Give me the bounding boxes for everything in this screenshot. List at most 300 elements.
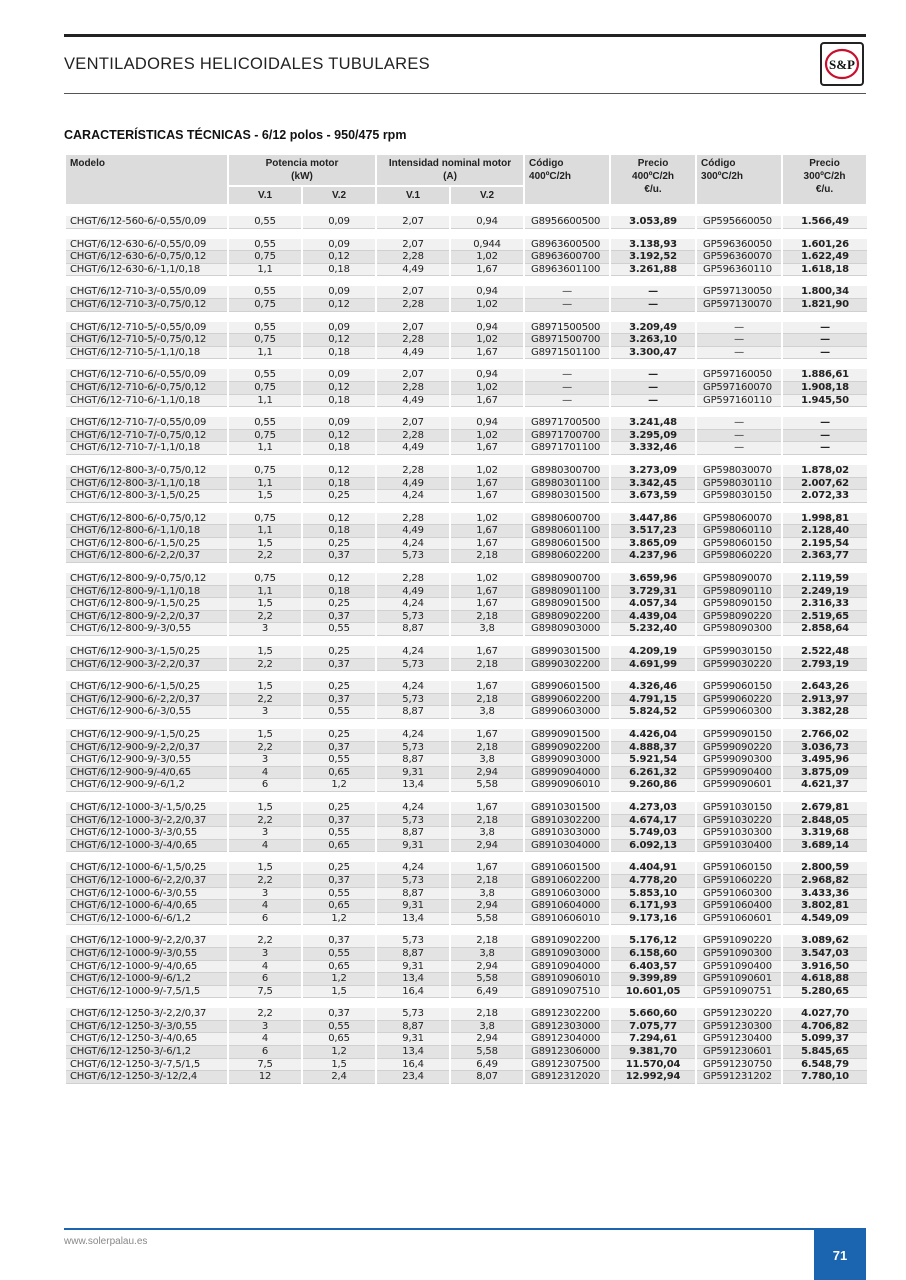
intensidad-v1-cell: 2,28 xyxy=(376,334,450,347)
intensidad-v2-cell: 2,18 xyxy=(450,550,524,563)
table-row xyxy=(65,429,867,442)
table-row xyxy=(65,912,867,925)
potencia-v1-cell: 2,2 xyxy=(228,693,302,706)
codigo300-cell: GP591030400 xyxy=(696,839,782,852)
codigo400-cell: G8980902200 xyxy=(524,610,610,623)
potencia-v1-cell: 6 xyxy=(228,779,302,792)
potencia-v2-cell: 0,09 xyxy=(302,417,376,429)
precio400-cell: 6.403,57 xyxy=(610,960,696,973)
potencia-v1-cell: 1,1 xyxy=(228,442,302,455)
potencia-v2-cell: 0,09 xyxy=(302,369,376,381)
intensidad-v1-cell: 4,49 xyxy=(376,346,450,359)
group-spacer-cell xyxy=(65,791,867,802)
model-cell: CHGT/6/12-710-7/-0,55/0,09 xyxy=(65,417,228,429)
intensidad-v2-cell: 1,67 xyxy=(450,802,524,814)
codigo300-cell: — xyxy=(696,442,782,455)
intensidad-v2-cell: 1,02 xyxy=(450,429,524,442)
model-cell: CHGT/6/12-710-6/-0,75/0,12 xyxy=(65,381,228,394)
precio300-cell: 3.036,73 xyxy=(782,741,867,754)
precio400-cell: 5.232,40 xyxy=(610,623,696,636)
codigo300-cell: GP599090601 xyxy=(696,779,782,792)
model-cell: CHGT/6/12-800-9/-0,75/0,12 xyxy=(65,573,228,585)
precio400-cell: 3.659,96 xyxy=(610,573,696,585)
page-number: 71 xyxy=(814,1230,866,1280)
precio400-cell: 4.778,20 xyxy=(610,874,696,887)
potencia-v1-cell: 2,2 xyxy=(228,1008,302,1020)
model-cell: CHGT/6/12-1250-3/-12/2,4 xyxy=(65,1071,228,1084)
intensidad-v2-cell: 0,94 xyxy=(450,286,524,298)
table-row xyxy=(65,900,867,913)
intensidad-v2-cell: 1,67 xyxy=(450,394,524,407)
intensidad-v2-cell: 2,18 xyxy=(450,693,524,706)
codigo400-cell: G8910606010 xyxy=(524,912,610,925)
intensidad-v1-cell: 8,87 xyxy=(376,754,450,767)
precio300-cell: 3.382,28 xyxy=(782,706,867,719)
codigo300-cell: GP591060150 xyxy=(696,862,782,874)
table-row xyxy=(65,550,867,563)
precio300-cell: 4.618,88 xyxy=(782,973,867,986)
table-row xyxy=(65,658,867,671)
potencia-v2-cell: 0,09 xyxy=(302,322,376,334)
model-cell: CHGT/6/12-1000-3/-3/0,55 xyxy=(65,827,228,840)
table-row xyxy=(65,465,867,477)
precio300-cell: 1.886,61 xyxy=(782,369,867,381)
potencia-v2-cell: 1,2 xyxy=(302,973,376,986)
precio300-cell: 3.875,09 xyxy=(782,766,867,779)
precio400-cell: — xyxy=(610,369,696,381)
potencia-v1-cell: 1,5 xyxy=(228,681,302,693)
precio300-cell: 2.363,77 xyxy=(782,550,867,563)
model-cell: CHGT/6/12-1000-9/-2,2/0,37 xyxy=(65,935,228,947)
group-spacer-cell xyxy=(65,205,867,216)
model-cell: CHGT/6/12-800-3/-0,75/0,12 xyxy=(65,465,228,477)
intensidad-v2-cell: 1,67 xyxy=(450,646,524,658)
model-cell: CHGT/6/12-900-9/-3/0,55 xyxy=(65,754,228,767)
codigo300-cell: GP597160070 xyxy=(696,381,782,394)
precio300-cell: 1.566,49 xyxy=(782,216,867,228)
precio300-cell: 3.916,50 xyxy=(782,960,867,973)
precio300-cell: 1.601,26 xyxy=(782,239,867,251)
model-cell: CHGT/6/12-710-5/-0,55/0,09 xyxy=(65,322,228,334)
precio400-cell: 3.865,09 xyxy=(610,537,696,550)
precio400-cell: 5.660,60 xyxy=(610,1008,696,1020)
codigo400-cell: G8910303000 xyxy=(524,827,610,840)
precio300-cell: 4.027,70 xyxy=(782,1008,867,1020)
potencia-v2-cell: 0,55 xyxy=(302,947,376,960)
table-row xyxy=(65,216,867,228)
codigo300-cell: GP598030110 xyxy=(696,477,782,490)
precio400-cell: 3.263,10 xyxy=(610,334,696,347)
potencia-v1-cell: 1,5 xyxy=(228,598,302,611)
codigo300-cell: GP598030070 xyxy=(696,465,782,477)
intensidad-v2-cell: 3,8 xyxy=(450,887,524,900)
precio400-cell: 6.171,93 xyxy=(610,900,696,913)
precio400-cell: 3.300,47 xyxy=(610,346,696,359)
precio300-sub: 300ºC/2h xyxy=(803,171,846,182)
potencia-v1-cell: 0,75 xyxy=(228,429,302,442)
intensidad-v1-cell: 9,31 xyxy=(376,900,450,913)
codigo300-cell: GP599090150 xyxy=(696,729,782,741)
intensidad-v1-cell: 8,87 xyxy=(376,887,450,900)
codigo300-cell: GP591060300 xyxy=(696,887,782,900)
table-row xyxy=(65,1058,867,1071)
potencia-v2-cell: 1,2 xyxy=(302,779,376,792)
precio400-cell: 4.791,15 xyxy=(610,693,696,706)
codigo400-cell: G8990902200 xyxy=(524,741,610,754)
intensidad-v1-cell: 4,24 xyxy=(376,598,450,611)
intensidad-v1-cell: 8,87 xyxy=(376,706,450,719)
potencia-v1-cell: 1,1 xyxy=(228,525,302,538)
codigo400-cell: G8990301500 xyxy=(524,646,610,658)
intensidad-v1-cell: 23,4 xyxy=(376,1071,450,1084)
group-spacer xyxy=(65,205,867,216)
intensidad-v1-cell: 9,31 xyxy=(376,839,450,852)
precio300-cell: 1.800,34 xyxy=(782,286,867,298)
model-cell: CHGT/6/12-710-3/-0,55/0,09 xyxy=(65,286,228,298)
codigo300-cell: GP597160110 xyxy=(696,394,782,407)
precio400-cell: 4.888,37 xyxy=(610,741,696,754)
precio400-cell: 3.673,59 xyxy=(610,490,696,503)
potencia-v2-cell: 0,37 xyxy=(302,874,376,887)
table-row xyxy=(65,827,867,840)
table-row xyxy=(65,239,867,251)
precio300-cell: — xyxy=(782,322,867,334)
table-row xyxy=(65,263,867,276)
potencia-v1-cell: 3 xyxy=(228,754,302,767)
potencia-v1-cell: 0,75 xyxy=(228,298,302,311)
precio400-cell: 5.749,03 xyxy=(610,827,696,840)
precio300-cell: 4.621,37 xyxy=(782,779,867,792)
table-row xyxy=(65,573,867,585)
precio400-cell: 5.853,10 xyxy=(610,887,696,900)
potencia-v1-cell: 2,2 xyxy=(228,610,302,623)
codigo400-cell: G8980602200 xyxy=(524,550,610,563)
codigo400-cell: G8971701100 xyxy=(524,442,610,455)
intensidad-v2-cell: 3,8 xyxy=(450,706,524,719)
precio400-cell: 3.342,45 xyxy=(610,477,696,490)
potencia-v2-cell: 0,12 xyxy=(302,465,376,477)
model-cell: CHGT/6/12-800-3/-1,5/0,25 xyxy=(65,490,228,503)
intensidad-v1-cell: 9,31 xyxy=(376,1033,450,1046)
codigo400-cell: G8990901500 xyxy=(524,729,610,741)
group-spacer-cell xyxy=(65,228,867,239)
potencia-v2-cell: 0,09 xyxy=(302,239,376,251)
table-row xyxy=(65,417,867,429)
model-cell: CHGT/6/12-900-6/-3/0,55 xyxy=(65,706,228,719)
modelo-label: Modelo xyxy=(70,158,105,169)
table-row xyxy=(65,862,867,874)
intensidad-v1-cell: 4,24 xyxy=(376,646,450,658)
potencia-v2-cell: 0,25 xyxy=(302,802,376,814)
intensidad-v1-cell: 16,4 xyxy=(376,1058,450,1071)
intensidad-v1-cell: 8,87 xyxy=(376,827,450,840)
intensidad-v2-cell: 2,18 xyxy=(450,935,524,947)
precio400-cell: 4.404,91 xyxy=(610,862,696,874)
intensidad-v2-cell: 1,67 xyxy=(450,442,524,455)
codigo400-cell: — xyxy=(524,286,610,298)
precio300-cell: 2.643,26 xyxy=(782,681,867,693)
table-row xyxy=(65,369,867,381)
table-row xyxy=(65,598,867,611)
precio300-cell: 2.128,40 xyxy=(782,525,867,538)
codigo300-label: Código xyxy=(701,158,736,169)
intensidad-v2-cell: 2,94 xyxy=(450,1033,524,1046)
codigo300-cell: GP599030220 xyxy=(696,658,782,671)
codigo300-cell: GP591030150 xyxy=(696,802,782,814)
intensidad-v2-cell: 2,94 xyxy=(450,766,524,779)
spec-table-body xyxy=(65,205,867,1083)
group-spacer xyxy=(65,502,867,513)
group-spacer-cell xyxy=(65,563,867,574)
precio400-cell: 12.992,94 xyxy=(610,1071,696,1084)
potencia-v1-cell: 1,5 xyxy=(228,862,302,874)
codigo300-cell: GP591230400 xyxy=(696,1033,782,1046)
table-row xyxy=(65,973,867,986)
codigo300-cell: GP591090220 xyxy=(696,935,782,947)
intensidad-v1-cell: 5,73 xyxy=(376,874,450,887)
model-cell: CHGT/6/12-710-7/-0,75/0,12 xyxy=(65,429,228,442)
model-cell: CHGT/6/12-710-5/-0,75/0,12 xyxy=(65,334,228,347)
codigo300-cell: GP598060070 xyxy=(696,513,782,525)
table-row xyxy=(65,766,867,779)
codigo400-cell: G8980601500 xyxy=(524,537,610,550)
potencia-v1-cell: 3 xyxy=(228,1020,302,1033)
precio400-cell: — xyxy=(610,394,696,407)
precio400-cell: 3.295,09 xyxy=(610,429,696,442)
intensidad-v2-cell: 1,02 xyxy=(450,298,524,311)
model-cell: CHGT/6/12-1250-3/-7,5/1,5 xyxy=(65,1058,228,1071)
footer-url[interactable]: www.solerpalau.es xyxy=(64,1236,148,1247)
precio400-cell: 5.824,52 xyxy=(610,706,696,719)
precio400-cell: 9.399,89 xyxy=(610,973,696,986)
codigo300-cell: GP591090751 xyxy=(696,985,782,998)
precio300-cell: 5.099,37 xyxy=(782,1033,867,1046)
model-cell: CHGT/6/12-560-6/-0,55/0,09 xyxy=(65,216,228,228)
precio300-cell: 2.858,64 xyxy=(782,623,867,636)
precio300-cell: 2.848,05 xyxy=(782,814,867,827)
codigo400-cell: G8963600700 xyxy=(524,251,610,264)
model-cell: CHGT/6/12-1250-3/-3/0,55 xyxy=(65,1020,228,1033)
intensidad-v1-cell: 2,28 xyxy=(376,573,450,585)
model-cell: CHGT/6/12-800-9/-1,1/0,18 xyxy=(65,585,228,598)
codigo300-cell: GP591230601 xyxy=(696,1046,782,1059)
potencia-v1-cell: 0,75 xyxy=(228,465,302,477)
codigo400-label: Código xyxy=(529,158,564,169)
potencia-v1-cell: 0,55 xyxy=(228,322,302,334)
precio400-cell: 4.439,04 xyxy=(610,610,696,623)
precio300-cell: — xyxy=(782,429,867,442)
precio300-cell: 1.878,02 xyxy=(782,465,867,477)
potencia-v2-cell: 0,18 xyxy=(302,394,376,407)
model-cell: CHGT/6/12-1000-3/-2,2/0,37 xyxy=(65,814,228,827)
model-cell: CHGT/6/12-710-3/-0,75/0,12 xyxy=(65,298,228,311)
potencia-v1-cell: 2,2 xyxy=(228,935,302,947)
model-cell: CHGT/6/12-1250-3/-4/0,65 xyxy=(65,1033,228,1046)
codigo300-cell: GP599090400 xyxy=(696,766,782,779)
precio300-cell: 4.706,82 xyxy=(782,1020,867,1033)
codigo400-cell: G8912312020 xyxy=(524,1071,610,1084)
col-codigo300-header xyxy=(696,154,782,205)
precio300-cell: 2.800,59 xyxy=(782,862,867,874)
spec-table xyxy=(64,153,868,1084)
intensidad-v2-cell: 2,18 xyxy=(450,610,524,623)
precio300-cell: 2.072,33 xyxy=(782,490,867,503)
codigo300-cell: GP591231202 xyxy=(696,1071,782,1084)
intensidad-v2-cell: 1,67 xyxy=(450,729,524,741)
precio400-cell: 4.691,99 xyxy=(610,658,696,671)
intensidad-v2-cell: 2,18 xyxy=(450,874,524,887)
table-row xyxy=(65,729,867,741)
precio400-cell: 3.053,89 xyxy=(610,216,696,228)
precio300-cell: — xyxy=(782,346,867,359)
intensidad-v1-cell: 4,49 xyxy=(376,394,450,407)
intensidad-label: Intensidad nominal motor xyxy=(388,158,512,169)
potencia-v2-cell: 0,65 xyxy=(302,1033,376,1046)
intensidad-v2-cell: 0,94 xyxy=(450,216,524,228)
potencia-v1-cell: 1,1 xyxy=(228,394,302,407)
model-cell: CHGT/6/12-900-9/-4/0,65 xyxy=(65,766,228,779)
precio300-cell: 3.319,68 xyxy=(782,827,867,840)
potencia-v1-cell: 2,2 xyxy=(228,550,302,563)
intensidad-v1-cell: 5,73 xyxy=(376,610,450,623)
intensidad-v1-cell: 9,31 xyxy=(376,960,450,973)
group-spacer xyxy=(65,671,867,682)
potencia-v2-cell: 0,12 xyxy=(302,429,376,442)
precio300-cell: — xyxy=(782,417,867,429)
section-title: CARACTERÍSTICAS TÉCNICAS - 6/12 polos - 950/475 rpm xyxy=(64,128,407,142)
potencia-v2-cell: 0,12 xyxy=(302,251,376,264)
model-cell: CHGT/6/12-1000-6/-2,2/0,37 xyxy=(65,874,228,887)
potencia-v1-cell: 2,2 xyxy=(228,874,302,887)
intensidad-v1-cell: 2,07 xyxy=(376,239,450,251)
group-spacer-cell xyxy=(65,719,867,730)
codigo400-cell: G8980900700 xyxy=(524,573,610,585)
table-row xyxy=(65,585,867,598)
codigo300-cell: GP597160050 xyxy=(696,369,782,381)
group-spacer xyxy=(65,636,867,647)
codigo400-cell: G8990603000 xyxy=(524,706,610,719)
precio300-cell: 2.522,48 xyxy=(782,646,867,658)
codigo300-cell: GP591230750 xyxy=(696,1058,782,1071)
model-cell: CHGT/6/12-630-6/-0,55/0,09 xyxy=(65,239,228,251)
codigo300-cell: GP591060220 xyxy=(696,874,782,887)
model-cell: CHGT/6/12-1000-6/-1,5/0,25 xyxy=(65,862,228,874)
precio300-cell: 5.845,65 xyxy=(782,1046,867,1059)
col-precio300-header xyxy=(782,154,867,205)
codigo400-cell: G8980300700 xyxy=(524,465,610,477)
codigo300-cell: GP597130070 xyxy=(696,298,782,311)
group-spacer xyxy=(65,852,867,863)
potencia-v2-cell: 0,09 xyxy=(302,216,376,228)
codigo400-cell: G8956600500 xyxy=(524,216,610,228)
group-spacer-cell xyxy=(65,636,867,647)
codigo400-cell: G8980901100 xyxy=(524,585,610,598)
group-spacer-cell xyxy=(65,454,867,465)
potencia-v2-cell: 1,5 xyxy=(302,985,376,998)
potencia-v2-cell: 0,65 xyxy=(302,900,376,913)
intensidad-v1-cell: 13,4 xyxy=(376,973,450,986)
potencia-v2-cell: 0,25 xyxy=(302,598,376,611)
potencia-v2-cell: 0,55 xyxy=(302,623,376,636)
model-cell: CHGT/6/12-1000-9/-7,5/1,5 xyxy=(65,985,228,998)
potencia-v2-cell: 0,25 xyxy=(302,537,376,550)
potencia-v1-cell: 0,55 xyxy=(228,369,302,381)
codigo400-cell: G8912302200 xyxy=(524,1008,610,1020)
model-cell: CHGT/6/12-1000-3/-1,5/0,25 xyxy=(65,802,228,814)
precio300-cell: 7.780,10 xyxy=(782,1071,867,1084)
intensidad-v2-header: V.2 xyxy=(450,186,524,205)
intensidad-v2-cell: 2,18 xyxy=(450,1008,524,1020)
intensidad-v2-cell: 2,94 xyxy=(450,960,524,973)
potencia-v2-cell: 0,37 xyxy=(302,610,376,623)
intensidad-v1-cell: 5,73 xyxy=(376,550,450,563)
table-row xyxy=(65,298,867,311)
table-row xyxy=(65,779,867,792)
potencia-v1-header: V.1 xyxy=(228,186,302,205)
intensidad-v1-cell: 8,87 xyxy=(376,1020,450,1033)
intensidad-v2-cell: 3,8 xyxy=(450,1020,524,1033)
precio300-cell: 3.495,96 xyxy=(782,754,867,767)
header-row xyxy=(65,154,867,186)
codigo400-cell: — xyxy=(524,369,610,381)
codigo400-cell: G8910601500 xyxy=(524,862,610,874)
group-spacer-cell xyxy=(65,311,867,322)
precio400-cell: 3.192,52 xyxy=(610,251,696,264)
codigo300-cell: — xyxy=(696,417,782,429)
table-row xyxy=(65,1033,867,1046)
intensidad-v1-cell: 4,24 xyxy=(376,537,450,550)
precio400-unit: €/u. xyxy=(644,184,662,195)
potencia-v2-cell: 0,12 xyxy=(302,334,376,347)
potencia-v2-cell: 0,12 xyxy=(302,298,376,311)
intensidad-v1-cell: 2,28 xyxy=(376,513,450,525)
potencia-v1-cell: 4 xyxy=(228,960,302,973)
codigo300-cell: GP599030150 xyxy=(696,646,782,658)
intensidad-v1-cell: 4,24 xyxy=(376,729,450,741)
intensidad-v1-cell: 13,4 xyxy=(376,1046,450,1059)
table-row xyxy=(65,1046,867,1059)
group-spacer xyxy=(65,359,867,370)
codigo300-cell: GP599090300 xyxy=(696,754,782,767)
potencia-v1-cell: 0,55 xyxy=(228,239,302,251)
codigo300-cell: GP591230300 xyxy=(696,1020,782,1033)
codigo400-cell: G8990302200 xyxy=(524,658,610,671)
model-cell: CHGT/6/12-800-6/-1,1/0,18 xyxy=(65,525,228,538)
precio400-cell: 9.260,86 xyxy=(610,779,696,792)
intensidad-v2-cell: 5,58 xyxy=(450,779,524,792)
group-spacer-cell xyxy=(65,925,867,936)
potencia-v2-cell: 0,12 xyxy=(302,381,376,394)
table-row xyxy=(65,381,867,394)
intensidad-v2-cell: 2,18 xyxy=(450,814,524,827)
codigo400-cell: G8990602200 xyxy=(524,693,610,706)
intensidad-v2-cell: 0,944 xyxy=(450,239,524,251)
intensidad-v1-cell: 2,07 xyxy=(376,216,450,228)
intensidad-v1-cell: 2,07 xyxy=(376,286,450,298)
group-spacer xyxy=(65,719,867,730)
model-cell: CHGT/6/12-900-9/-6/1,2 xyxy=(65,779,228,792)
header-rule xyxy=(64,93,866,94)
intensidad-v1-cell: 4,24 xyxy=(376,862,450,874)
table-row xyxy=(65,741,867,754)
codigo300-cell: GP591030300 xyxy=(696,827,782,840)
model-cell: CHGT/6/12-900-6/-2,2/0,37 xyxy=(65,693,228,706)
codigo400-cell: G8912303000 xyxy=(524,1020,610,1033)
table-row xyxy=(65,754,867,767)
intensidad-v2-cell: 8,07 xyxy=(450,1071,524,1084)
group-spacer xyxy=(65,454,867,465)
precio300-cell: 1.945,50 xyxy=(782,394,867,407)
